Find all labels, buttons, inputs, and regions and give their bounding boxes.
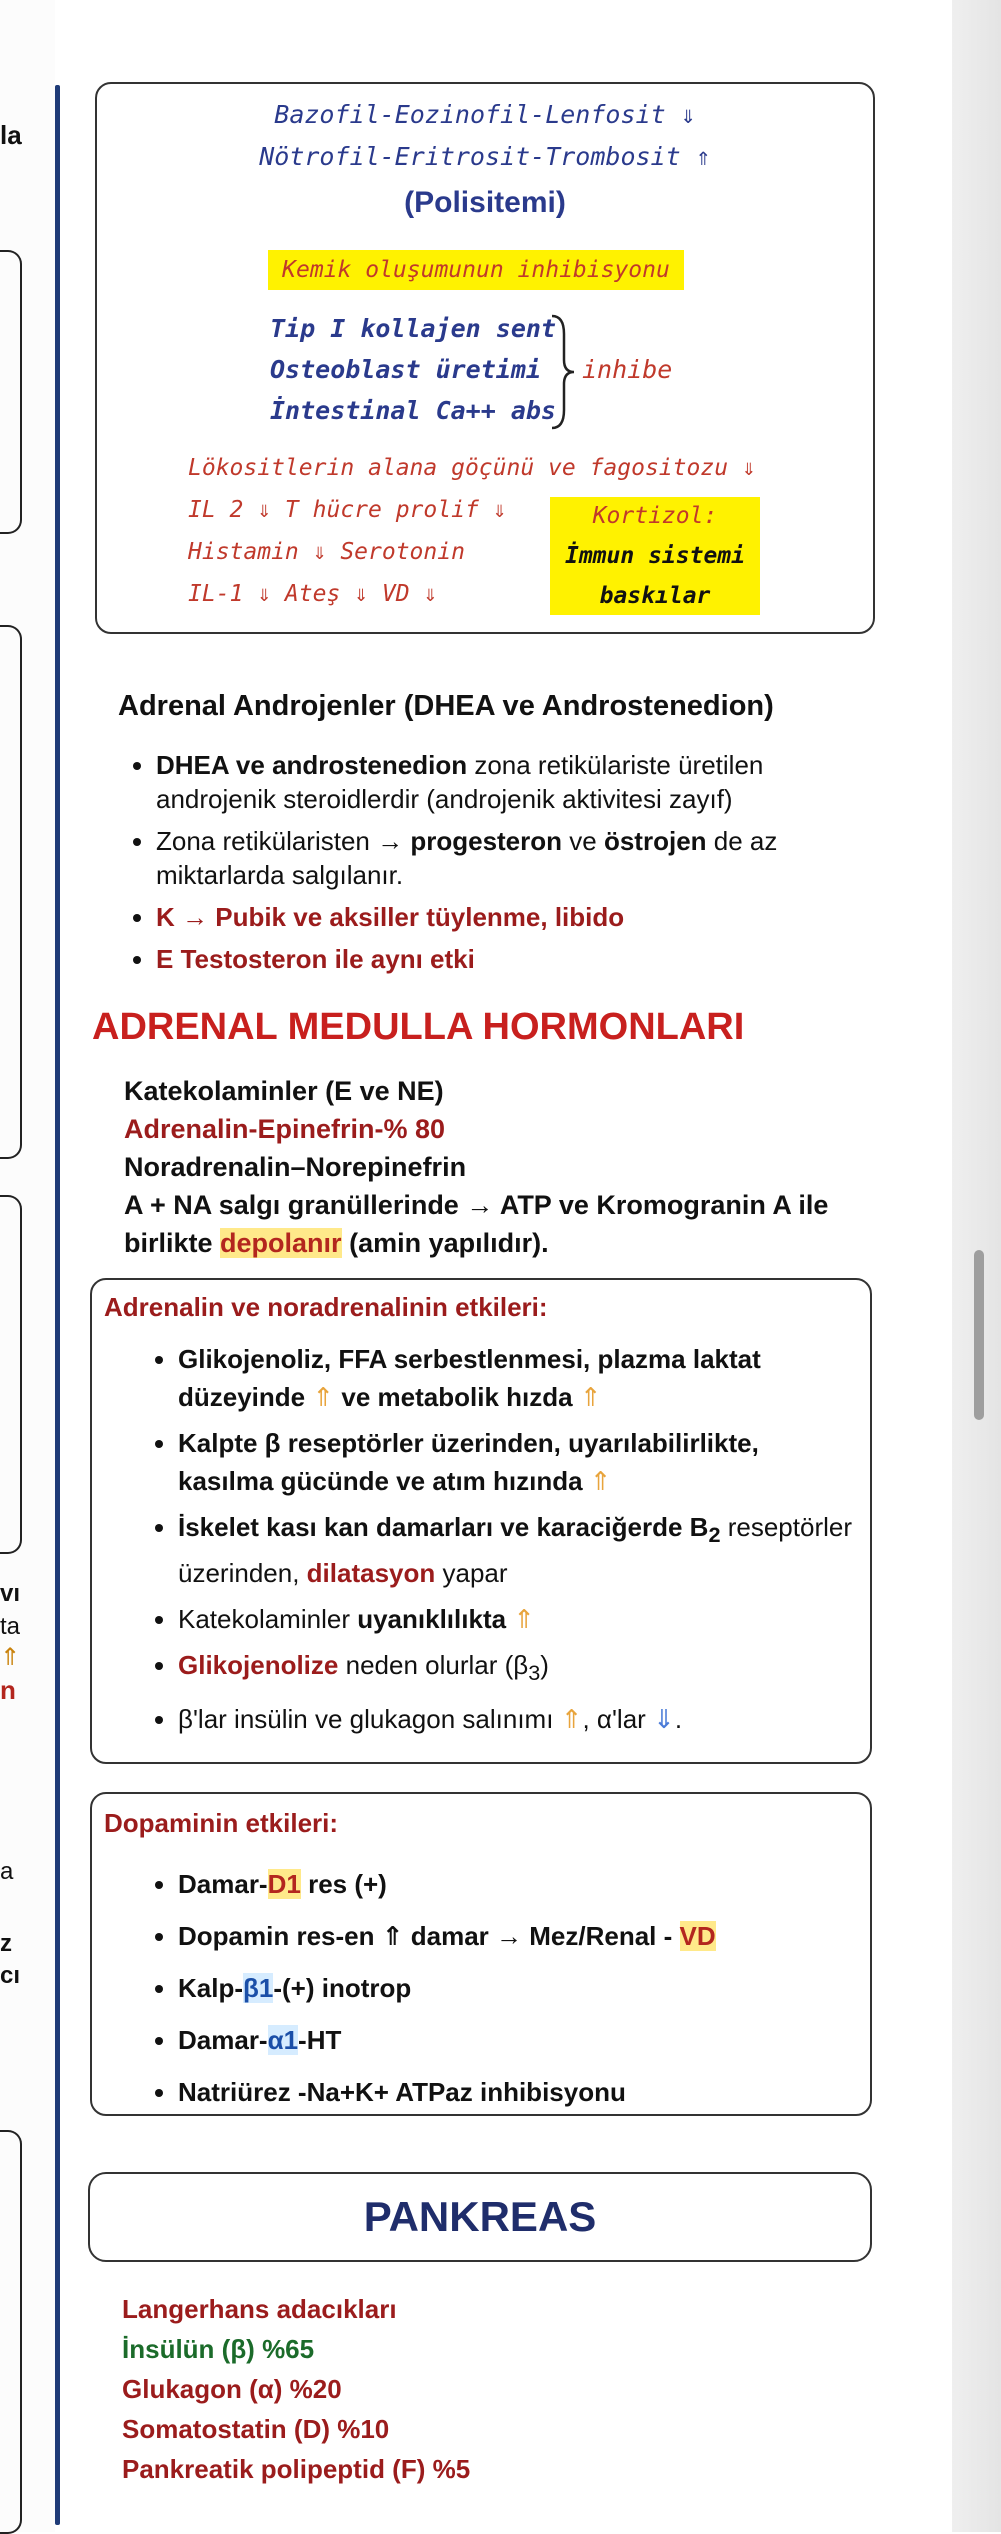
- kortizol-label: Kortizol:: [592, 503, 718, 529]
- edge-text: la: [0, 120, 22, 150]
- brace-item: Osteoblast üretimi: [270, 355, 541, 384]
- pancreas-line: Somatostatin (D) %10: [122, 2414, 390, 2444]
- pancreas-line: Glukagon (α) %20: [122, 2374, 342, 2404]
- effect-item: • β'lar insülin ve glukagon salınımı ⇑, α'lar ⇓.: [178, 1700, 860, 1738]
- androgen-item: • DHEA ve androstenedion zona retikülariste üretilen androjenik steroidlerdir (androjenik aktivitesi zayıf): [156, 748, 878, 816]
- androgen-item: • E Testosteron ile aynı etki: [156, 942, 878, 976]
- scrollbar-thumb[interactable]: [974, 1250, 984, 1420]
- dopamine-item: • Dopamin res-en ⇑ damar → Mez/Renal - VD: [178, 1910, 860, 1962]
- effect-item: • İskelet kası kan damarları ve karaciğerde $B_2$ reseptörler üzerinden, dilatasyon yapar: [178, 1508, 860, 1592]
- pancreas-line: İnsülün (β) %65: [122, 2334, 315, 2364]
- blood-cells-line: Nötrofil-Eritrosit-Trombosit ⇑: [259, 142, 711, 171]
- pancreas-line: Langerhans adacıkları: [122, 2294, 397, 2324]
- dopamine-item: • Natriürez -Na+K+ ATPaz inhibisyonu: [178, 2066, 860, 2118]
- edge-bracket: [0, 250, 22, 534]
- medulla-line: birlikte depolanır (amin yapılıdır).: [124, 1228, 549, 1258]
- medulla-line: Noradrenalin–Norepinefrin: [124, 1152, 467, 1182]
- immune-line: IL 2 ⇓ T hücre prolif ⇓: [188, 497, 507, 523]
- androgen-list: [118, 748, 878, 984]
- page-spine-line: [55, 85, 60, 2525]
- pancreas-title: PANKREAS: [88, 2172, 872, 2262]
- edge-text: n: [0, 1675, 16, 1705]
- dopamine-item: • Damar-α1-HT: [178, 2014, 860, 2066]
- effect-item: • Katekolaminler uyanıklılıkta ⇑: [178, 1600, 860, 1638]
- androgen-item: • K → Pubik ve aksiller tüylenme, libido: [156, 900, 878, 934]
- effect-item: • Kalpte β reseptörler üzerinden, uyarılabilirlikte, kasılma gücünde ve atım hızında ⇑: [178, 1424, 860, 1500]
- brace-item: Tip I kollajen sent: [270, 314, 556, 343]
- effect-item: • Glikojenoliz, FFA serbestlenmesi, plazma laktat düzeyinde ⇑ ve metabolik hızda ⇑: [178, 1340, 860, 1416]
- curly-brace-icon: [548, 312, 578, 432]
- medulla-line: A + NA salgı granüllerinde → ATP ve Kromogranin A ile: [124, 1190, 829, 1220]
- blood-cells-line: Bazofil-Eozinofil-Lenfosit ⇓: [274, 100, 696, 129]
- effect-item: • Glikojenolize neden olurlar $(\beta_3)$: [178, 1646, 860, 1692]
- immune-line: Lökositlerin alana göçünü ve fagositozu ⇓: [188, 455, 756, 481]
- dopamine-item: • Kalp-β1-(+) inotrop: [178, 1962, 860, 2014]
- kortizol-label: İmmun sistemi: [564, 543, 745, 569]
- brace-item: İntestinal Ca++ abs: [270, 396, 556, 425]
- edge-text: vı: [0, 1580, 21, 1607]
- edge-text: ta: [0, 1613, 21, 1640]
- bone-inhibition-highlight: Kemik oluşumunun inhibisyonu: [268, 250, 684, 290]
- edge-bracket: [0, 2130, 22, 2534]
- inhibe-label: inhibe: [582, 355, 673, 384]
- pancreas-line: Pankreatik polipeptid (F) %5: [122, 2454, 471, 2484]
- edge-text: ⇑: [0, 1644, 21, 1671]
- edge-text: cı: [0, 1962, 21, 1989]
- polycythemia-label: (Polisitemi): [404, 186, 566, 219]
- dopamine-effects-list: [140, 1858, 860, 2118]
- androgen-item: • Zona retikülaristen → progesteron ve östrojen de az miktarlarda salgılanır.: [156, 824, 878, 892]
- kortizol-label: baskılar: [599, 583, 711, 609]
- immune-line: IL-1 ⇓ Ateş ⇓ VD ⇓: [188, 581, 438, 607]
- medulla-title: ADRENAL MEDULLA HORMONLARI: [92, 1006, 745, 1048]
- edge-bracket: [0, 625, 22, 1159]
- edge-bracket: [0, 1195, 22, 1554]
- adrenaline-effects-list: [140, 1340, 860, 1746]
- edge-text: a: [0, 1858, 14, 1885]
- edge-text: z: [0, 1930, 12, 1957]
- androgen-title: Adrenal Androjenler (DHEA ve Androstenedion): [118, 690, 774, 722]
- medulla-line: Katekolaminler (E ve NE): [124, 1076, 444, 1106]
- dopamine-effects-title: Dopaminin etkileri:: [104, 1808, 339, 1838]
- adrenaline-effects-title: Adrenalin ve noradrenalinin etkileri:: [104, 1292, 548, 1322]
- immune-line: Histamin ⇓ Serotonin: [188, 539, 465, 565]
- dopamine-item: • Damar-D1 res (+): [178, 1858, 860, 1910]
- medulla-line: Adrenalin-Epinefrin-% 80: [124, 1114, 446, 1144]
